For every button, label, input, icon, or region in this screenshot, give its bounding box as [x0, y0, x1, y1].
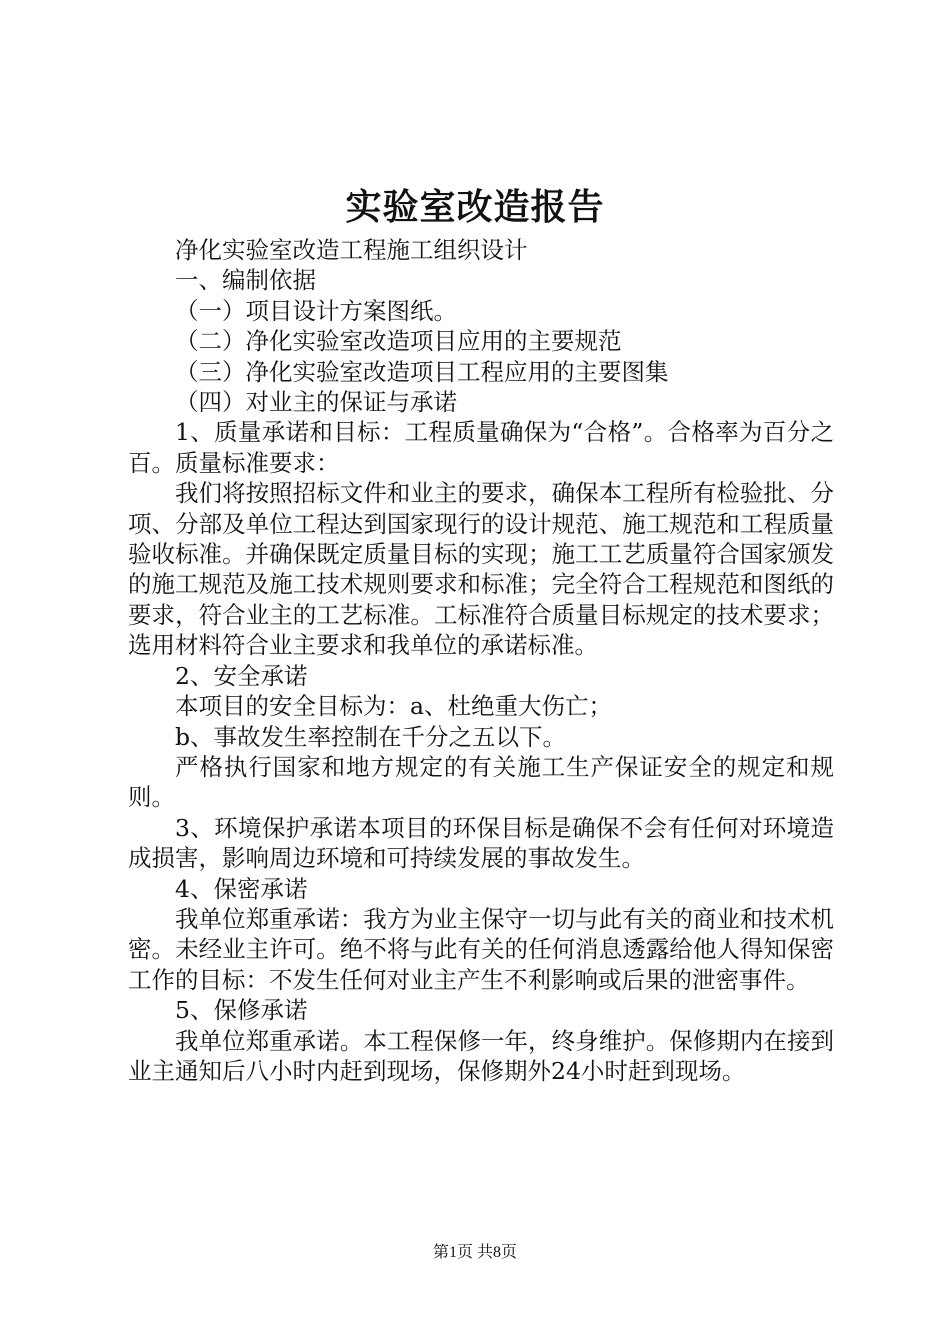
- paragraph-warranty-detail: 我单位郑重承诺。本工程保修一年，终身维护。保修期内在接到业主通知后八小时内赶到现场，保修期外24小时赶到现场。: [128, 1026, 834, 1085]
- paragraph-warranty-heading: 5、保修承诺: [175, 996, 308, 1025]
- paragraph-environment: 3、环境保护承诺本项目的环保目标是确保不会有任何对环境造成损害，影响周边环境和可持续发展的事故发生。: [128, 813, 834, 873]
- document-body: [128, 235, 834, 1086]
- paragraph-safety-rate: b、事故发生率控制在千分之五以下。: [175, 722, 567, 751]
- paragraph-item-4: （四）对业主的保证与承诺: [175, 388, 457, 417]
- paragraph-subtitle: 净化实验室改造工程施工组织设计: [175, 236, 528, 264]
- paragraph-safety-goal: 本项目的安全目标为：a、杜绝重大伤亡；: [175, 692, 613, 721]
- paragraph-quality-commitment: 1、质量承诺和目标：工程质量确保为“合格”。合格率为百分之百。质量标准要求：: [128, 418, 834, 477]
- paragraph-section-heading: 一、编制依据: [175, 266, 316, 295]
- paragraph-item-3: （三）净化实验室改造项目工程应用的主要图集: [175, 357, 669, 386]
- paragraph-item-1: （一）项目设计方案图纸。: [175, 296, 457, 325]
- paragraph-confidentiality-detail: 我单位郑重承诺：我方为业主保守一切与此有关的商业和技术机密。未经业主许可。绝不将与此有关的任何消息透露给他人得知保密工作的目标：不发生任何对业主产生不利影响或后果的泄密事件。: [128, 904, 834, 994]
- paragraph-confidentiality-heading: 4、保密承诺: [175, 874, 308, 903]
- paragraph-quality-detail: 我们将按照招标文件和业主的要求，确保本工程所有检验批、分项、分部及单位工程达到国家现行的设计规范、施工规范和工程质量验收标准。并确保既定质量目标的实现；施工工艺质量符合国家颁发的施工规范及施工技术规则要求和标准；完全符合工程规范和图纸的要求，符合业主的工艺标准。工标准符合质量目标规定的技术要求；选用材料符合业主要求和我单位的承诺标准。: [128, 479, 834, 660]
- page-number-footer: 第1页 共8页: [432, 1244, 517, 1261]
- paragraph-safety-heading: 2、安全承诺: [175, 661, 308, 690]
- paragraph-item-2: （二）净化实验室改造项目应用的主要规范: [175, 327, 622, 356]
- paragraph-safety-rules: 严格执行国家和地方规定的有关施工生产保证安全的规定和规则。: [128, 752, 834, 812]
- document-title: 实验室改造报告: [345, 186, 605, 228]
